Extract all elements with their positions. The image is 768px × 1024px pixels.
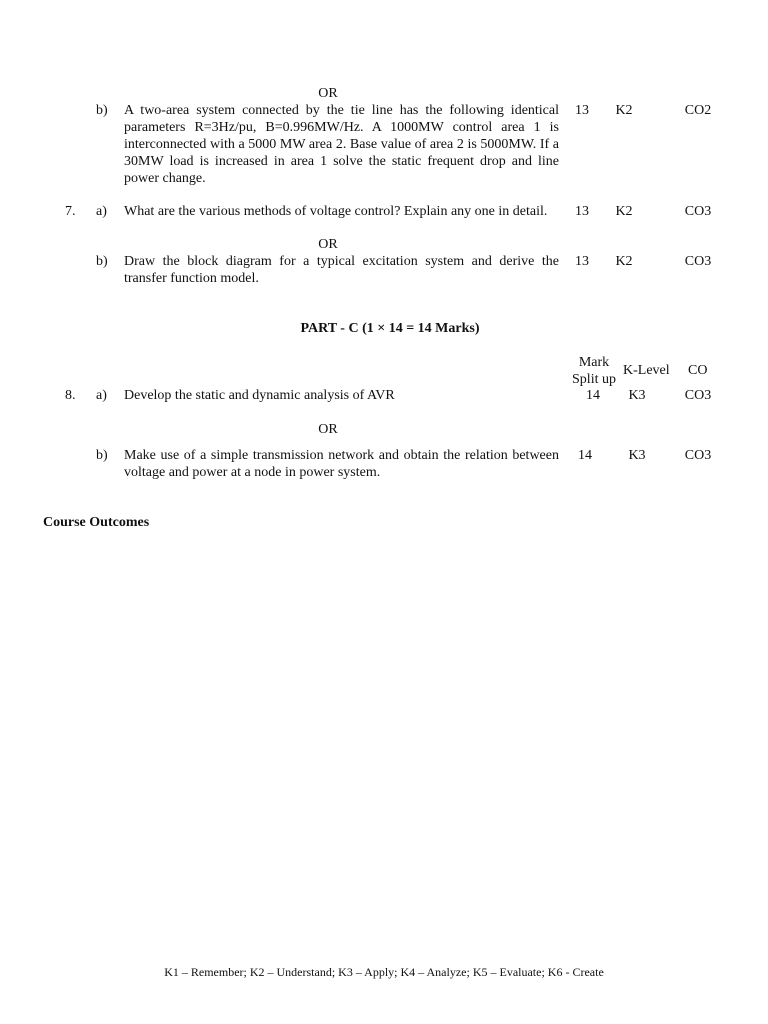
sub-question-label: b) [96, 254, 108, 269]
sub-question-label: a) [96, 204, 107, 219]
question-text: Develop the static and dynamic analysis of AVR [124, 388, 395, 403]
question-text: Draw the block diagram for a typical excitation system and derive the transfer function model. [124, 254, 559, 286]
column-header-mark-line1: Mark [578, 355, 610, 370]
question-number: 7. [65, 204, 76, 219]
marks-value: 13 [575, 204, 589, 219]
or-separator: OR [318, 422, 338, 437]
sub-question-label: b) [96, 448, 108, 463]
co-value: CO3 [684, 388, 712, 403]
question-number: 8. [65, 388, 76, 403]
marks-value: 13 [575, 254, 589, 269]
sub-question-label: a) [96, 388, 107, 403]
co-value: CO3 [684, 254, 712, 269]
sub-question-label: b) [96, 103, 108, 118]
k-level-value: K2 [615, 103, 633, 118]
or-separator: OR [318, 237, 338, 252]
k-level-value: K2 [615, 204, 633, 219]
column-header-co: CO [688, 363, 708, 378]
or-separator: OR [318, 86, 338, 101]
k-level-value: K3 [628, 388, 646, 403]
course-outcomes-heading: Course Outcomes [43, 515, 150, 530]
question-text: Make use of a simple transmission network and obtain the relation between voltage and power at a node in power system. [124, 448, 559, 480]
k-level-value: K2 [615, 254, 633, 269]
co-value: CO3 [684, 448, 712, 463]
question-text: A two-area system connected by the tie line has the following identical parameters R=3Hz/pu, B=0.996MW/Hz. A 1000MW control area 1 is interconnected with a 5000 MW area 2. Base value of area 2 is 5000MW. If a 30MW load is increased in area 1 solve the static frequent drop and line power change. [124, 103, 559, 186]
k-level-legend: K1 – Remember; K2 – Understand; K3 – Apply; K4 – Analyze; K5 – Evaluate; K6 - Create [164, 965, 604, 979]
marks-value: 14 [578, 448, 592, 463]
co-value: CO3 [684, 204, 712, 219]
column-header-k-level: K-Level [623, 363, 670, 378]
question-text: What are the various methods of voltage control? Explain any one in detail. [124, 204, 548, 219]
section-heading: PART - C (1 × 14 = 14 Marks) [300, 321, 480, 336]
k-level-value: K3 [628, 448, 646, 463]
marks-value: 13 [575, 103, 589, 118]
marks-value: 14 [586, 388, 600, 403]
column-header-mark [564, 354, 624, 388]
co-value: CO2 [684, 103, 712, 118]
column-header-mark-line2: Split up [572, 372, 616, 387]
